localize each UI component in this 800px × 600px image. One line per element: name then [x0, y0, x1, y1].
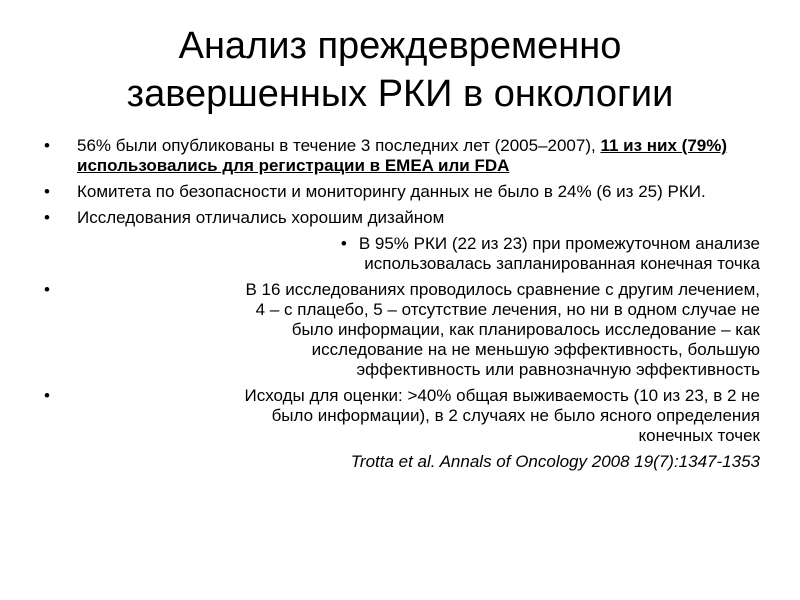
bullet-icon: • — [44, 386, 50, 405]
bullet-icon: • — [44, 208, 50, 227]
bullet-icon: • — [44, 182, 50, 201]
title-line-1: Анализ преждевременно — [178, 25, 622, 67]
bullet-item-comparison — [40, 280, 760, 380]
bullet-text-line-5: эффективность или равнозначную эффективность — [356, 360, 760, 379]
title-line-2: завершенных РКИ в онкологии — [126, 73, 674, 115]
bullet-text-line-1: В 95% РКИ (22 из 23) при промежуточном анализе — [358, 234, 760, 253]
slide-title — [60, 22, 740, 118]
bullet-text-line-3: конечных точек — [638, 426, 760, 445]
bullet-text: Исследования отличались хорошим дизайном — [77, 208, 445, 227]
bullet-icon: • — [44, 280, 50, 299]
bullet-item-publication — [40, 136, 760, 176]
bullet-item-design — [40, 208, 760, 228]
bullet-list — [40, 136, 760, 472]
bullet-text: 56% были опубликованы в течение 3 последних лет (2005–2007), — [77, 136, 601, 155]
citation: Trotta et al. Annals of Oncology 2008 19(7):1347-1353 — [350, 452, 760, 471]
bullet-item-outcomes — [40, 386, 760, 446]
bullet-item-committee — [40, 182, 760, 202]
bullet-text-line-2: было информации), в 2 случаях не было ясного определения — [271, 406, 760, 425]
bullet-text-line-2: использовалась запланированная конечная точка — [364, 254, 760, 273]
bullet-icon: • — [340, 234, 347, 253]
bullet-text-line-1: Исходы для оценки: >40% общая выживаемость (10 из 23, в 2 не — [244, 386, 760, 405]
bullet-item-interim-analysis — [40, 234, 760, 274]
bullet-text-line-1: В 16 исследованиях проводилось сравнение с другим лечением, — [245, 280, 760, 299]
bullet-icon: • — [44, 136, 50, 155]
bullet-text-line-4: исследование на не меньшую эффективность, большую — [311, 340, 760, 359]
bullet-text: Комитета по безопасности и мониторингу данных не было в 24% (6 из 25) РКИ. — [77, 182, 706, 201]
bullet-emphasis: 11 из них (79%) использовались для регистрации в EMEA или FDA — [77, 136, 728, 175]
bullet-text-line-2: 4 – с плацебо, 5 – отсутствие лечения, но ни в одном случае не — [255, 300, 760, 319]
bullet-text-line-3: было информации, как планировалось исследование – как — [291, 320, 760, 339]
